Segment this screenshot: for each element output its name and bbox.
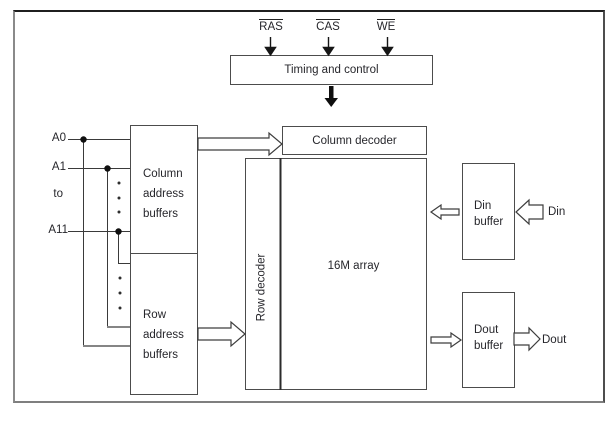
- cas-label: CAS: [316, 21, 340, 33]
- column-address-buffers-block: [130, 125, 198, 254]
- din-signal-label: Din: [548, 206, 566, 218]
- row-address-buffers-line1: Row: [143, 309, 167, 321]
- timing-control-block: [230, 55, 433, 85]
- row-address-buffers-block: [130, 253, 198, 395]
- column-decoder-label: Column decoder: [312, 134, 397, 147]
- dout-buffer-block: [462, 292, 515, 388]
- address-input-to: to: [53, 188, 63, 200]
- address-input-a0: A0: [51, 132, 66, 144]
- we-label: WE: [376, 21, 396, 33]
- signal-label-cas: [310, 19, 346, 33]
- din-buffer-block: [462, 163, 515, 260]
- din-buffer-line1: Din: [474, 200, 492, 212]
- array-block: [245, 158, 427, 390]
- address-input-a11: A11: [48, 224, 68, 236]
- address-input-a1: A1: [51, 161, 66, 173]
- signal-label-we: [371, 19, 401, 33]
- dout-signal-label: Dout: [542, 334, 567, 346]
- column-address-buffers-line1: Column: [143, 168, 183, 180]
- timing-control-label: Timing and control: [284, 64, 379, 76]
- array-label: 16M array: [327, 260, 380, 272]
- dout-buffer-line1: Dout: [474, 324, 499, 336]
- ras-label: RAS: [259, 21, 283, 33]
- row-decoder-label: Row decoder: [255, 253, 268, 322]
- row-address-buffers-line3: buffers: [143, 349, 178, 361]
- column-decoder-block: [282, 126, 427, 155]
- column-address-buffers-line2: address: [143, 188, 184, 200]
- din-buffer-line2: buffer: [474, 216, 504, 228]
- column-address-buffers-line3: buffers: [143, 208, 178, 220]
- signal-label-ras: [253, 19, 289, 33]
- row-address-buffers-line2: address: [143, 329, 184, 341]
- dout-buffer-line2: buffer: [474, 340, 504, 352]
